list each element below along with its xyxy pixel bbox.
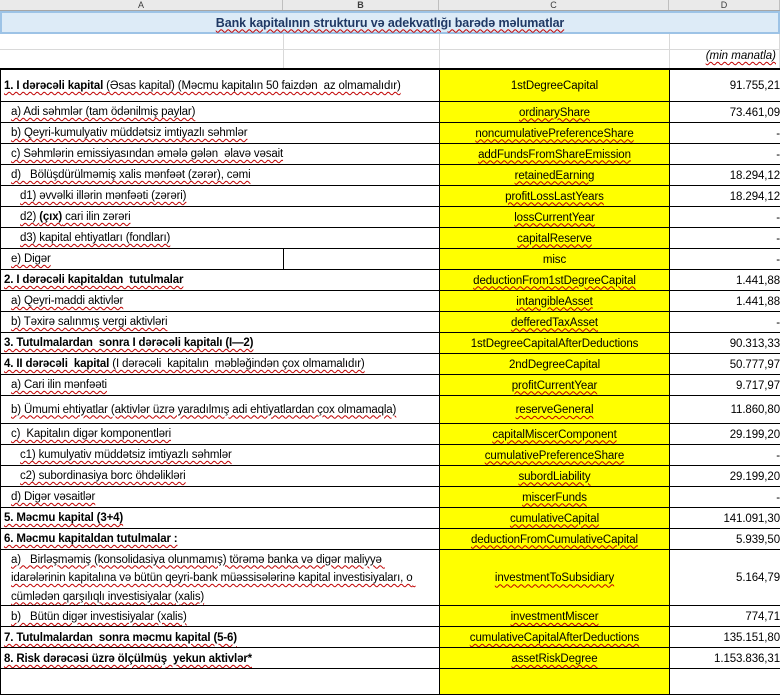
cell-value[interactable] bbox=[670, 185, 780, 206]
cell-code[interactable] bbox=[440, 206, 670, 227]
row-label-bold: 1. I dərəcəli kapital bbox=[4, 80, 103, 92]
table-row bbox=[1, 444, 780, 465]
cell-code[interactable] bbox=[440, 248, 670, 269]
code-label: deductionFrom1stDegreeCapital bbox=[473, 275, 636, 287]
cell-code[interactable] bbox=[440, 606, 670, 627]
value: - bbox=[776, 128, 780, 140]
row-label-bold: 4. II dərəcəli kapital bbox=[4, 358, 109, 370]
cell-value[interactable] bbox=[670, 444, 780, 465]
cell-label[interactable] bbox=[1, 648, 440, 669]
cell-value[interactable] bbox=[670, 507, 780, 528]
value: - bbox=[776, 450, 780, 462]
cell-label[interactable] bbox=[1, 248, 440, 269]
cell-code[interactable] bbox=[440, 269, 670, 290]
code-label: investmentMiscer bbox=[511, 611, 599, 623]
code-label: assetRiskDegree bbox=[511, 653, 597, 665]
cell-label[interactable] bbox=[1, 549, 440, 606]
table-row bbox=[1, 395, 780, 423]
cell-label[interactable] bbox=[1, 395, 440, 423]
cell-code[interactable] bbox=[440, 528, 670, 549]
value: 1.441,88 bbox=[736, 275, 780, 287]
cell-code[interactable] bbox=[440, 669, 670, 695]
cell-label[interactable] bbox=[1, 332, 440, 353]
cell-code[interactable] bbox=[440, 395, 670, 423]
cell-code[interactable] bbox=[440, 374, 670, 395]
table-row bbox=[1, 507, 780, 528]
cell-value[interactable] bbox=[670, 465, 780, 486]
row-label: 7. Tutulmalardan sonra məcmu kapital (5-6) bbox=[4, 632, 237, 644]
cell-label[interactable] bbox=[1, 423, 440, 444]
value: 29.199,20 bbox=[730, 471, 780, 483]
value: 18.294,12 bbox=[730, 191, 780, 203]
row-label: b) Bütün digər investisiyalar (xalis) bbox=[11, 611, 187, 623]
row-label: d) Digər vəsaitlər bbox=[11, 491, 95, 503]
row-label: a) Qeyri-maddi aktivlər bbox=[11, 295, 123, 307]
cell-value[interactable] bbox=[670, 290, 780, 311]
value: 91.755,21 bbox=[730, 80, 780, 92]
row-label: c1) kumulyativ müddətsiz imtiyazlı səhmlər bbox=[20, 449, 232, 461]
code-label: profitLossLastYears bbox=[505, 191, 604, 203]
row-label: c) Kapitalın digər komponentləri bbox=[11, 428, 171, 440]
cell-value[interactable] bbox=[670, 549, 780, 606]
cell-code[interactable] bbox=[440, 227, 670, 248]
table-row bbox=[1, 206, 780, 227]
cell-code[interactable] bbox=[440, 444, 670, 465]
code-label: lossCurrentYear bbox=[514, 212, 595, 224]
value: 141.091,30 bbox=[723, 513, 780, 525]
cell-label[interactable] bbox=[1, 206, 440, 227]
cell-label[interactable] bbox=[1, 606, 440, 627]
table-row bbox=[1, 290, 780, 311]
cell-label[interactable] bbox=[1, 164, 440, 185]
code-label: 2ndDegreeCapital bbox=[509, 359, 600, 371]
cell-value[interactable] bbox=[670, 332, 780, 353]
cell-code[interactable] bbox=[440, 423, 670, 444]
gridline bbox=[0, 49, 780, 50]
code-label: ordinaryShare bbox=[519, 107, 590, 119]
cell-code[interactable] bbox=[440, 143, 670, 164]
cell-label[interactable] bbox=[1, 507, 440, 528]
cell-label[interactable] bbox=[1, 627, 440, 648]
table-row bbox=[1, 648, 780, 669]
cell-code[interactable] bbox=[440, 122, 670, 143]
cell-value[interactable] bbox=[670, 627, 780, 648]
cell-code[interactable] bbox=[440, 627, 670, 648]
cell-value[interactable] bbox=[670, 143, 780, 164]
row-label: cari ilin zərəri bbox=[62, 211, 130, 223]
cell-label[interactable] bbox=[1, 227, 440, 248]
cell-label[interactable] bbox=[1, 185, 440, 206]
row-label: d1) əvvəlki illərin mənfəəti (zərəri) bbox=[20, 190, 186, 202]
cell-code[interactable] bbox=[440, 101, 670, 122]
row-label: 2. I dərəcəli kapitaldan tutulmalar bbox=[4, 274, 183, 286]
value: 90.313,33 bbox=[730, 338, 780, 350]
code-label: miscerFunds bbox=[522, 492, 587, 504]
table-row bbox=[1, 185, 780, 206]
code-label: misc bbox=[543, 254, 566, 266]
cell-label[interactable] bbox=[1, 528, 440, 549]
gridline bbox=[283, 34, 284, 68]
code-label: addFundsFromShareEmission bbox=[478, 149, 631, 161]
code-label: capitalMiscerComponent bbox=[492, 429, 616, 441]
value: 1.153.836,31 bbox=[714, 653, 780, 665]
table-row bbox=[1, 353, 780, 374]
value: - bbox=[776, 212, 780, 224]
cell-label[interactable] bbox=[1, 444, 440, 465]
cell-value[interactable] bbox=[670, 269, 780, 290]
column-header-b[interactable]: B bbox=[283, 0, 439, 10]
table-row bbox=[1, 227, 780, 248]
cell-code[interactable] bbox=[440, 353, 670, 374]
cell-label[interactable] bbox=[1, 290, 440, 311]
value: 5.939,50 bbox=[736, 534, 780, 546]
table-row bbox=[1, 374, 780, 395]
gridline bbox=[439, 34, 440, 68]
value: - bbox=[776, 233, 780, 245]
code-label: defferedTaxAsset bbox=[511, 317, 598, 329]
cell-code[interactable] bbox=[440, 290, 670, 311]
code-label: cumulativeCapital bbox=[510, 513, 599, 525]
table-row bbox=[1, 248, 780, 269]
cell-label[interactable] bbox=[1, 101, 440, 122]
value: 1.441,88 bbox=[736, 296, 780, 308]
cell-label[interactable] bbox=[1, 311, 440, 332]
cell-label[interactable] bbox=[1, 122, 440, 143]
row-label: e) Digər bbox=[11, 253, 51, 265]
capital-structure-table bbox=[0, 68, 780, 695]
cell-label[interactable] bbox=[1, 269, 440, 290]
row-label: c) Səhmlərin emissiyasından əmələ gələn əlavə vəsait bbox=[11, 148, 283, 160]
row-label: b) Ümumi ehtiyatlar (aktivlər üzrə yaradılmış adi ehtiyatlardan çox olmamaqla) bbox=[11, 404, 396, 416]
cell-value[interactable] bbox=[670, 164, 780, 185]
value: 135.151,80 bbox=[723, 632, 780, 644]
cell-value[interactable] bbox=[670, 606, 780, 627]
value: 774,71 bbox=[745, 611, 780, 623]
code-label: cumulativeCapitalAfterDeductions bbox=[470, 632, 639, 644]
cell-label[interactable] bbox=[1, 486, 440, 507]
value: 29.199,20 bbox=[730, 429, 780, 441]
row-label: (Əsas kapital) (Məcmu kapitalın 50 faizdən az olmamalıdır) bbox=[103, 80, 401, 92]
row-label: d2) bbox=[20, 211, 39, 223]
row-label: a) Birləşməmiş (konsolidasiya olunmamış) törəmə banka və digər maliyyə idarələrinin kapitalına və bütün qeyri-bank müəssisələrinə kapital investisiyaları, o cümlədən qarşılıqlı investisiyalar (xalis) bbox=[11, 554, 416, 603]
value: - bbox=[776, 149, 780, 161]
table-row bbox=[1, 465, 780, 486]
table-row bbox=[1, 143, 780, 164]
column-header-row bbox=[0, 0, 780, 11]
unit-note-cell[interactable] bbox=[669, 50, 776, 67]
value: 5.164,79 bbox=[736, 572, 780, 584]
cell-value[interactable] bbox=[670, 353, 780, 374]
code-label: capitalReserve bbox=[517, 233, 592, 245]
value: 50.777,97 bbox=[730, 359, 780, 371]
cell-code[interactable] bbox=[440, 164, 670, 185]
column-header-d[interactable]: D bbox=[669, 0, 780, 10]
column-header-c[interactable]: C bbox=[439, 0, 669, 10]
row-label: 6. Məcmu kapitaldan tutulmalar : bbox=[4, 533, 178, 545]
code-label: deductionFromCumulativeCapital bbox=[471, 534, 638, 546]
cell-code[interactable] bbox=[440, 465, 670, 486]
cell-value[interactable] bbox=[670, 101, 780, 122]
cell-value[interactable] bbox=[670, 122, 780, 143]
table-row bbox=[1, 627, 780, 648]
code-label: noncumulativePreferenceShare bbox=[475, 128, 633, 140]
code-label: retainedEarning bbox=[515, 170, 595, 182]
value: 73.461,09 bbox=[730, 107, 780, 119]
cell-value[interactable] bbox=[670, 528, 780, 549]
cell-value[interactable] bbox=[670, 648, 780, 669]
cell-code[interactable] bbox=[440, 332, 670, 353]
code-label: investmentToSubsidiary bbox=[495, 572, 614, 584]
table-row bbox=[1, 423, 780, 444]
cell-code[interactable] bbox=[440, 69, 670, 101]
value: - bbox=[776, 254, 780, 266]
cell-value[interactable] bbox=[670, 227, 780, 248]
table-row bbox=[1, 669, 780, 695]
row-label: 8. Risk dərəcəsi üzrə ölçülmüş yekun aktivlər* bbox=[4, 653, 252, 665]
cell-label[interactable] bbox=[1, 143, 440, 164]
table-row bbox=[1, 528, 780, 549]
row-label: (I dərəcəli kapitalın məbləğindən çox olmamalıdır) bbox=[109, 358, 364, 370]
cell-label[interactable] bbox=[1, 69, 440, 101]
value: - bbox=[776, 492, 780, 504]
value: - bbox=[776, 317, 780, 329]
cell-value[interactable] bbox=[670, 395, 780, 423]
table-row bbox=[1, 332, 780, 353]
row-label: c2) subordinasiya borc öhdəlikləri bbox=[20, 470, 186, 482]
table-row bbox=[1, 311, 780, 332]
cell-value[interactable] bbox=[670, 486, 780, 507]
row-label-bold: (çıx) bbox=[39, 211, 62, 223]
table-row bbox=[1, 69, 780, 101]
cell-value[interactable] bbox=[670, 374, 780, 395]
cell-label[interactable] bbox=[1, 669, 440, 695]
code-label: cumulativePreferenceShare bbox=[485, 450, 624, 462]
code-label: intangibleAsset bbox=[516, 296, 593, 308]
table-row bbox=[1, 549, 780, 606]
cell-label[interactable] bbox=[1, 374, 440, 395]
table-row bbox=[1, 269, 780, 290]
table-row bbox=[1, 164, 780, 185]
cell-value[interactable] bbox=[670, 669, 780, 695]
table-row bbox=[1, 101, 780, 122]
cell-code[interactable] bbox=[440, 486, 670, 507]
row-label: a) Adi səhmlər (tam ödənilmiş paylar) bbox=[11, 106, 195, 118]
page-title: Bank kapitalının strukturu və adekvatlığı barədə məlumatlar bbox=[216, 16, 564, 30]
row-label: b) Qeyri-kumulyativ müddətsiz imtiyazlı səhmlər bbox=[11, 127, 247, 139]
unit-note: (min manatla) bbox=[706, 50, 776, 62]
cell-code[interactable] bbox=[440, 549, 670, 606]
cell-code[interactable] bbox=[440, 507, 670, 528]
row-label: b) Təxirə salınmış vergi aktivləri bbox=[11, 316, 167, 328]
code-label: 1stDegreeCapitalAfterDeductions bbox=[471, 338, 639, 350]
cell-label[interactable] bbox=[1, 465, 440, 486]
table-row bbox=[1, 606, 780, 627]
column-header-a[interactable]: A bbox=[0, 0, 283, 10]
code-label: 1stDegreeCapital bbox=[511, 80, 598, 92]
cell-code[interactable] bbox=[440, 311, 670, 332]
value: 11.860,80 bbox=[731, 404, 780, 416]
cell-value[interactable] bbox=[670, 248, 780, 269]
cell-value[interactable] bbox=[670, 423, 780, 444]
table-row bbox=[1, 122, 780, 143]
value: 9.717,97 bbox=[736, 380, 780, 392]
cell-value[interactable] bbox=[670, 69, 780, 101]
table-row bbox=[1, 486, 780, 507]
code-label: subordLiability bbox=[518, 471, 590, 483]
code-label: profitCurrentYear bbox=[512, 380, 597, 392]
row-label: 5. Məcmu kapital (3+4) bbox=[4, 512, 123, 524]
row-label: d) Bölüşdürülməmiş xalis mənfəət (zərər), cəmi bbox=[11, 169, 250, 181]
title-cell[interactable] bbox=[0, 11, 780, 34]
row-label: d3) kapital ehtiyatları (fondları) bbox=[20, 232, 170, 244]
cell-code[interactable] bbox=[440, 648, 670, 669]
cell-value[interactable] bbox=[670, 311, 780, 332]
cell-value[interactable] bbox=[670, 206, 780, 227]
cell-code[interactable] bbox=[440, 185, 670, 206]
row-label: 3. Tutulmalardan sonra I dərəcəli kapitalı (I—2) bbox=[4, 337, 253, 349]
cell-label[interactable] bbox=[1, 353, 440, 374]
row-label: a) Cari ilin mənfəəti bbox=[11, 379, 107, 391]
value: 18.294,12 bbox=[730, 170, 780, 182]
code-label: reserveGeneral bbox=[516, 404, 594, 416]
